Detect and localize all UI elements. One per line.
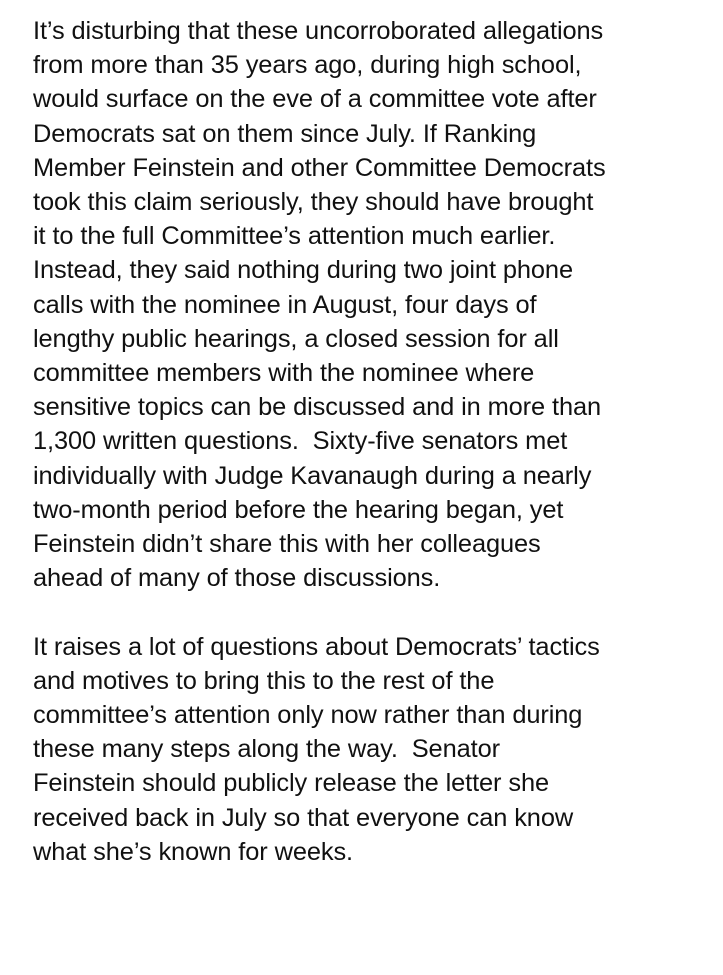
statement-text bbox=[33, 14, 717, 869]
text-line: It’s disturbing that these uncorroborated allegations bbox=[33, 17, 604, 45]
text-line: took this claim seriously, they should have brought bbox=[33, 188, 594, 217]
text-line: 1,300 written questions. Sixty-five senators met bbox=[33, 427, 568, 456]
text-line: Feinstein didn’t share this with her colleagues bbox=[33, 530, 541, 559]
text-line: It raises a lot of questions about Democrats’ tactics bbox=[33, 632, 600, 661]
text-line: lengthy public hearings, a closed session for all bbox=[33, 324, 559, 353]
text-line: Democrats sat on them since July. If Ranking bbox=[33, 119, 537, 148]
text-line: Feinstein should publicly release the letter she bbox=[33, 769, 550, 798]
text-line: it to the full Committee’s attention much earlier. bbox=[33, 222, 556, 251]
text-line: these many steps along the way. Senator bbox=[33, 735, 500, 764]
text-line: committee members with the nominee where bbox=[33, 359, 535, 388]
paragraph-2 bbox=[33, 630, 717, 869]
text-line: ahead of many of those discussions. bbox=[33, 564, 441, 593]
paragraph-spacer bbox=[33, 595, 717, 629]
text-line: Member Feinstein and other Committee Democrats bbox=[33, 153, 606, 182]
text-line: two-month period before the hearing began, yet bbox=[33, 495, 564, 524]
text-line: Instead, they said nothing during two joint phone bbox=[33, 256, 573, 285]
text-line: from more than 35 years ago, during high school, bbox=[33, 51, 582, 80]
text-line: would surface on the eve of a committee vote after bbox=[33, 85, 597, 114]
paragraph-1 bbox=[33, 14, 717, 595]
text-line: calls with the nominee in August, four days of bbox=[33, 290, 537, 319]
text-line: and motives to bring this to the rest of the bbox=[33, 666, 495, 695]
text-line: what she’s known for weeks. bbox=[33, 837, 354, 866]
text-line: received back in July so that everyone can know bbox=[33, 803, 574, 832]
text-line: individually with Judge Kavanaugh during a nearly bbox=[33, 461, 592, 490]
text-line: committee’s attention only now rather than during bbox=[33, 701, 583, 730]
text-line: sensitive topics can be discussed and in more than bbox=[33, 393, 602, 422]
